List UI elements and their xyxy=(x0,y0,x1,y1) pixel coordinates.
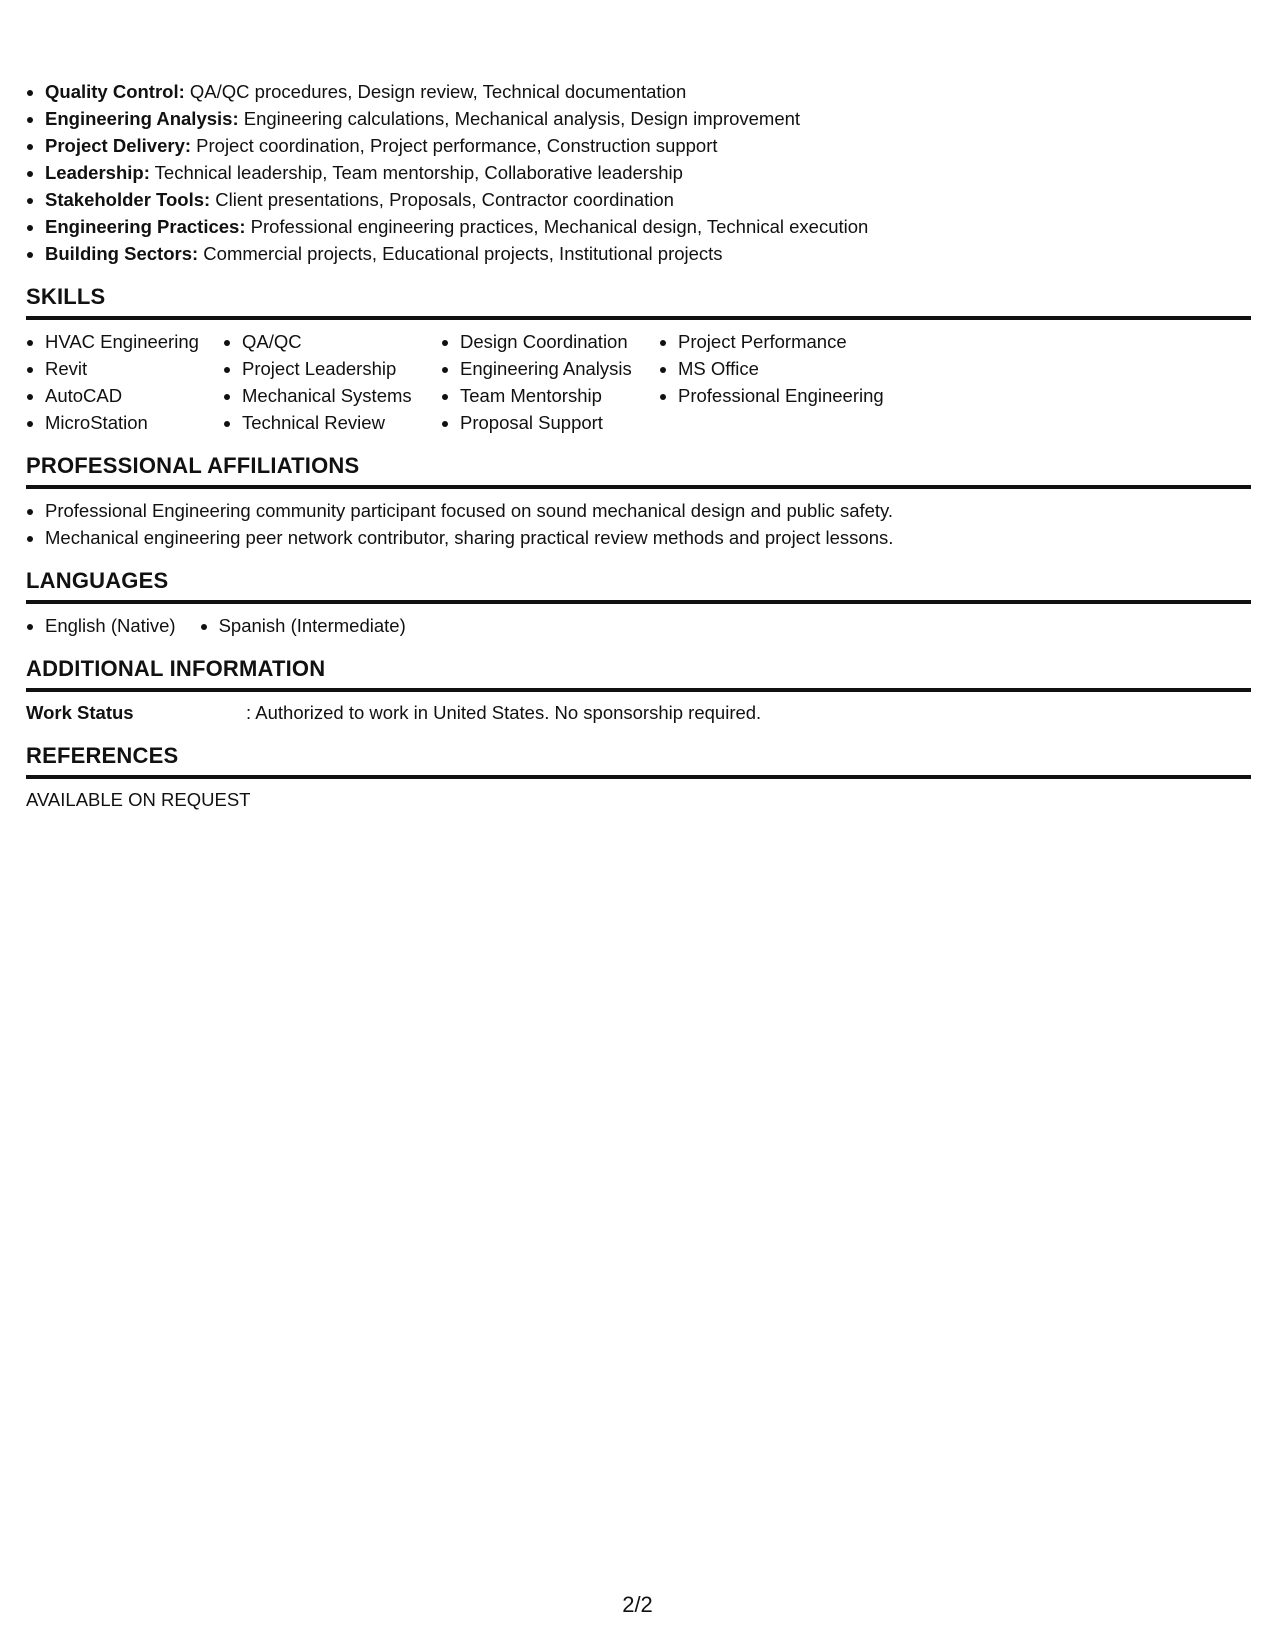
summary-bullet-text: QA/QC procedures, Design review, Technical documentation xyxy=(189,81,687,102)
skill-item: Technical Review xyxy=(223,409,441,436)
summary-bullet-label: Project Delivery: xyxy=(45,135,192,156)
resume-content xyxy=(26,78,1251,813)
summary-bullet xyxy=(26,240,1251,267)
summary-bullet-text: Technical leadership, Team mentorship, Collaborative leadership xyxy=(154,162,683,183)
references-text: AVAILABLE ON REQUEST xyxy=(26,789,251,810)
skills-heading: SKILLS xyxy=(26,283,1251,320)
summary-bullet-text: Engineering calculations, Mechanical analysis, Design improvement xyxy=(243,108,801,129)
skill-item: Project Performance xyxy=(659,328,919,355)
summary-bullet-text: Commercial projects, Educational projects, Institutional projects xyxy=(203,243,723,264)
skill-item: MS Office xyxy=(659,355,919,382)
summary-bullet-label: Engineering Analysis: xyxy=(45,108,239,129)
skill-item: Mechanical Systems xyxy=(223,382,441,409)
skill-item: Revit xyxy=(26,355,223,382)
summary-bullet xyxy=(26,159,1251,186)
summary-bullet-text: Project coordination, Project performance, Construction support xyxy=(196,135,718,156)
skills-column xyxy=(26,328,223,436)
skill-item: HVAC Engineering xyxy=(26,328,223,355)
skills-column xyxy=(223,328,441,436)
skill-item: QA/QC xyxy=(223,328,441,355)
affiliations-list xyxy=(26,497,1251,551)
affiliation-item: Mechanical engineering peer network contributor, sharing practical review methods and project lessons. xyxy=(26,524,1251,551)
summary-bullet-text: Client presentations, Proposals, Contractor coordination xyxy=(215,189,674,210)
skill-item: Project Leadership xyxy=(223,355,441,382)
skill-item: MicroStation xyxy=(26,409,223,436)
skill-item: Professional Engineering xyxy=(659,382,919,409)
work-status-label: Work Status xyxy=(26,702,134,723)
references-heading: REFERENCES xyxy=(26,742,1251,779)
skill-item: Engineering Analysis xyxy=(441,355,659,382)
skills-column xyxy=(441,328,659,436)
summary-bullet xyxy=(26,132,1251,159)
work-status-value: : Authorized to work in United States. No sponsorship required. xyxy=(246,702,762,723)
skill-item: AutoCAD xyxy=(26,382,223,409)
language-item: Spanish (Intermediate) xyxy=(200,612,406,639)
affiliations-heading: PROFESSIONAL AFFILIATIONS xyxy=(26,452,1251,489)
page-number: 2/2 xyxy=(622,1592,653,1617)
summary-bullet-label: Quality Control: xyxy=(45,81,185,102)
skills-column xyxy=(659,328,919,436)
summary-bullet-label: Leadership: xyxy=(45,162,150,183)
summary-bullet xyxy=(26,78,1251,105)
affiliation-item: Professional Engineering community participant focused on sound mechanical design and public safety. xyxy=(26,497,1251,524)
summary-bullet xyxy=(26,105,1251,132)
summary-bullet xyxy=(26,213,1251,240)
summary-bullet-label: Engineering Practices: xyxy=(45,216,246,237)
work-status-row xyxy=(26,700,1251,726)
additional-info-heading: ADDITIONAL INFORMATION xyxy=(26,655,1251,692)
summary-bullet xyxy=(26,186,1251,213)
skill-item: Proposal Support xyxy=(441,409,659,436)
skill-item: Design Coordination xyxy=(441,328,659,355)
languages-heading: LANGUAGES xyxy=(26,567,1251,604)
language-item: English (Native) xyxy=(26,612,176,639)
summary-bullet-label: Building Sectors: xyxy=(45,243,199,264)
summary-bullet-text: Professional engineering practices, Mechanical design, Technical execution xyxy=(250,216,869,237)
skill-item: Team Mentorship xyxy=(441,382,659,409)
summary-bullet-list xyxy=(26,78,1251,267)
skills-grid xyxy=(26,328,1251,436)
summary-bullet-label: Stakeholder Tools: xyxy=(45,189,211,210)
languages-list xyxy=(26,612,1251,639)
